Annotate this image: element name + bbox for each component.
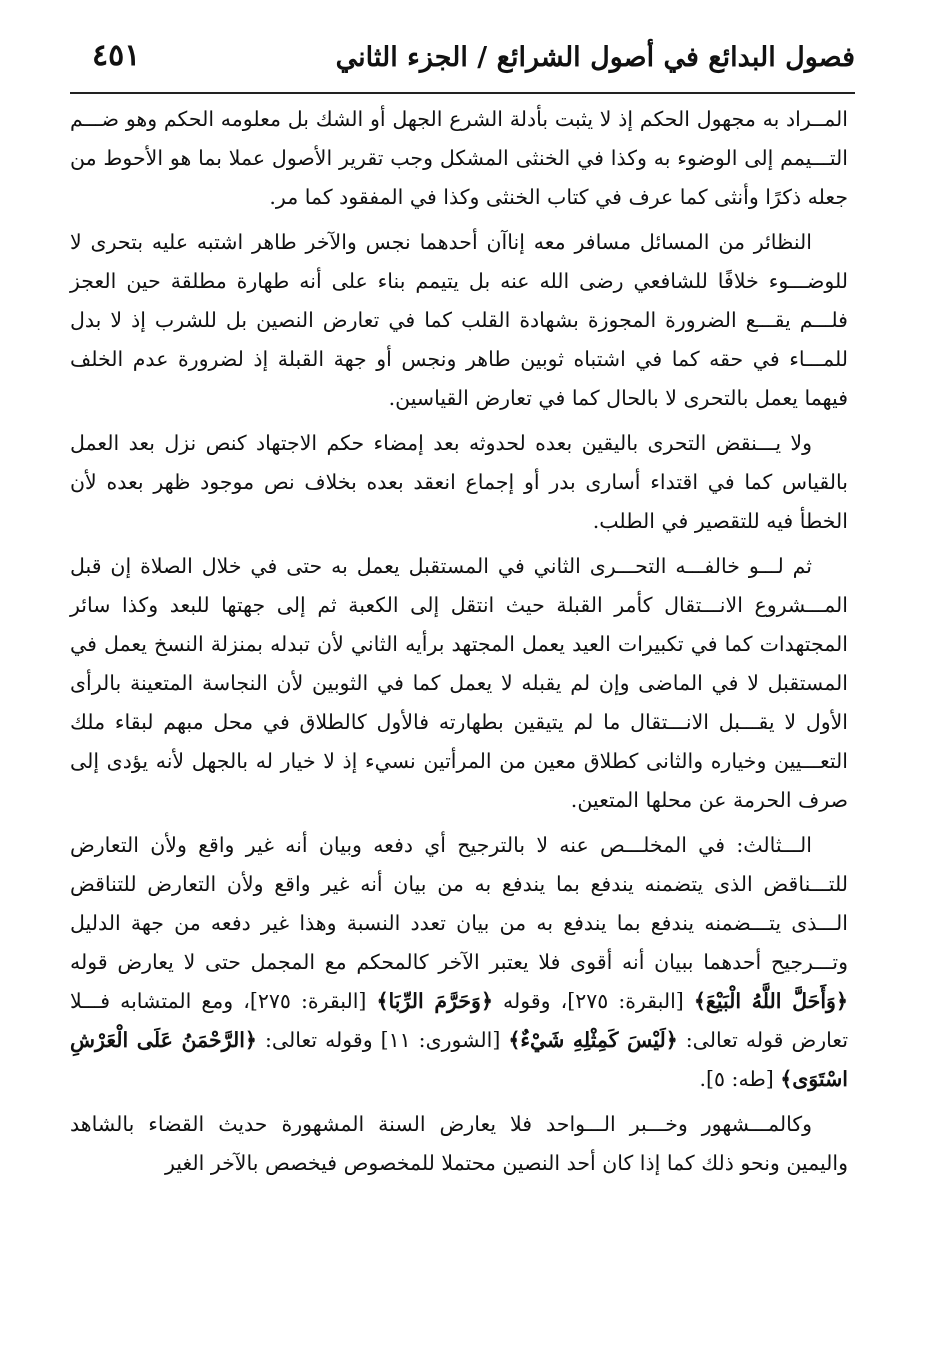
paragraph xyxy=(70,424,848,541)
text-run: الـــثالث: في المخلـــص عنه لا بالترجيح أي دفعه وبيان أنه غير واقع ولأن التعارض للتـــناقض الذى يتضمنه يندفع بما يندفع به من بيان أنه غير واقع ولأن التعارض للتناقض الـــذى يتـــضمنه يندفع بما يندفع به من بيان تعدد النسبة وهذا غير دفعه من جهة الدليل وتـــرجيح أحدهما ببيان أنه أقوى فلا يعتبر الآخر كالمحكم مع المجمل حتى لا يعارض قوله xyxy=(70,833,848,974)
text-run: وكالمـــشهور وخـــبر الـــواحد فلا يعارض السنة المشهورة حديث القضاء بالشاهد واليمين ونحو ذلك كما إذا كان أحد النصين محتملا للمخصوص فيخصص بالآخر الغير xyxy=(70,1112,848,1175)
text-run: النظائر من المسائل مسافر معه إناآن أحدهما نجس والآخر طاهر اشتبه عليه بتحرى لا للوضـــوء خلافًا للشافعي رضى الله عنه بل يتيمم بناء على أنه طهارة مطلقة حين العجز فلـــم يقـــع الضرورة المجوزة بشهادة القلب كما في تعارض النصين بل للشرب إذ لا بدل للمـــاء في حقه كما في اشتباه ثوبين طاهر ونجس أو جهة القبلة إذ لضرورة عدم الخلف فيهما يعمل بالتحرى لا بالحال كما في تعارض القياسين. xyxy=(70,230,848,410)
paragraph xyxy=(70,1105,848,1183)
paragraph xyxy=(70,100,848,217)
quran-quote: ﴿الرَّحْمَنُ عَلَى الْعَرْشِ اسْتَوَى﴾ xyxy=(70,1028,848,1091)
text-run: [الشورى: ١١] وقوله تعالى: xyxy=(256,1028,509,1052)
text-run: [البقرة: ٢٧٥]، وقوله xyxy=(492,989,694,1013)
quran-quote: ﴿وَأَحَلَّ اللَّهُ الْبَيْعَ﴾ xyxy=(693,989,848,1013)
header-rule xyxy=(70,92,855,94)
page-header xyxy=(70,38,855,88)
text-run: ولا يـــنقض التحرى باليقين بعده لحدوثه بعد إمضاء حكم الاجتهاد كنص نزل بعد العمل بالقياس كما في اقتداء أسارى بدر أو إجماع انعقد بعده بخلاف نص موجود ظهر بعده لأن الخطأ فيه للتقصير في الطلب. xyxy=(70,431,848,533)
quran-quote: ﴿لَيْسَ كَمِثْلِهِ شَيْءٌ﴾ xyxy=(508,1028,678,1052)
text-run: المــراد به مجهول الحكم إذ لا يثبت بأدلة الشرع الجهل أو الشك بل معلومه الحكم وهو ضـــم التـــيمم إلى الوضوء به وكذا في الخنثى المشكل وجب تقرير الأصول عملا بما هو الأحوط من جعله ذكرًا وأنثى كما عرف في كتاب الخنثى وكذا في المفقود كما مر. xyxy=(70,107,848,209)
quran-quote: ﴿وَحَرَّمَ الرِّبَا﴾ xyxy=(376,989,493,1013)
running-title: فصول البدائع في أصول الشرائع / الجزء الثاني xyxy=(335,42,855,73)
text-run: [البقرة: ٢٧٥]، ومع المتشابه فـــلا تعارض قوله تعالى: xyxy=(70,989,849,1052)
page-number: ٤٥١ xyxy=(92,38,141,73)
paragraph xyxy=(70,547,848,820)
text-run: ثم لـــو خالفـــه التحـــرى الثاني في المستقبل يعمل به حتى في خلال الصلاة إن قبل المـــشروع الانـــتقال كأمر القبلة حيث انتقل إلى الكعبة ثم إلى جهتها للبعد وكذا سائر المجتهدات كما في تكبيرات العيد يعمل المجتهد برأيه الثاني لأن تبدله بمنزلة النسخ يعمل في المستقبل لا في الماضى وإن لم يقبله لا يعمل كما في الثوبين لأن النجاسة المتعينة بالرأى الأول لا يقـــبل الانـــتقال ما لم يتيقين بطهارته فالأول كالطلاق في محل مبهم لبقاء ملك التعـــيين وخياره والثانى كطلاق معين من المرأتين نسيء إذ لا خيار له بالجهل لأنه يؤدى إلى صرف الحرمة عن محلها المتعين. xyxy=(70,554,849,812)
paragraph xyxy=(70,223,848,418)
text-run: [طه: ٥]. xyxy=(699,1067,781,1091)
paragraph xyxy=(70,826,848,1099)
body-text xyxy=(70,100,848,1189)
